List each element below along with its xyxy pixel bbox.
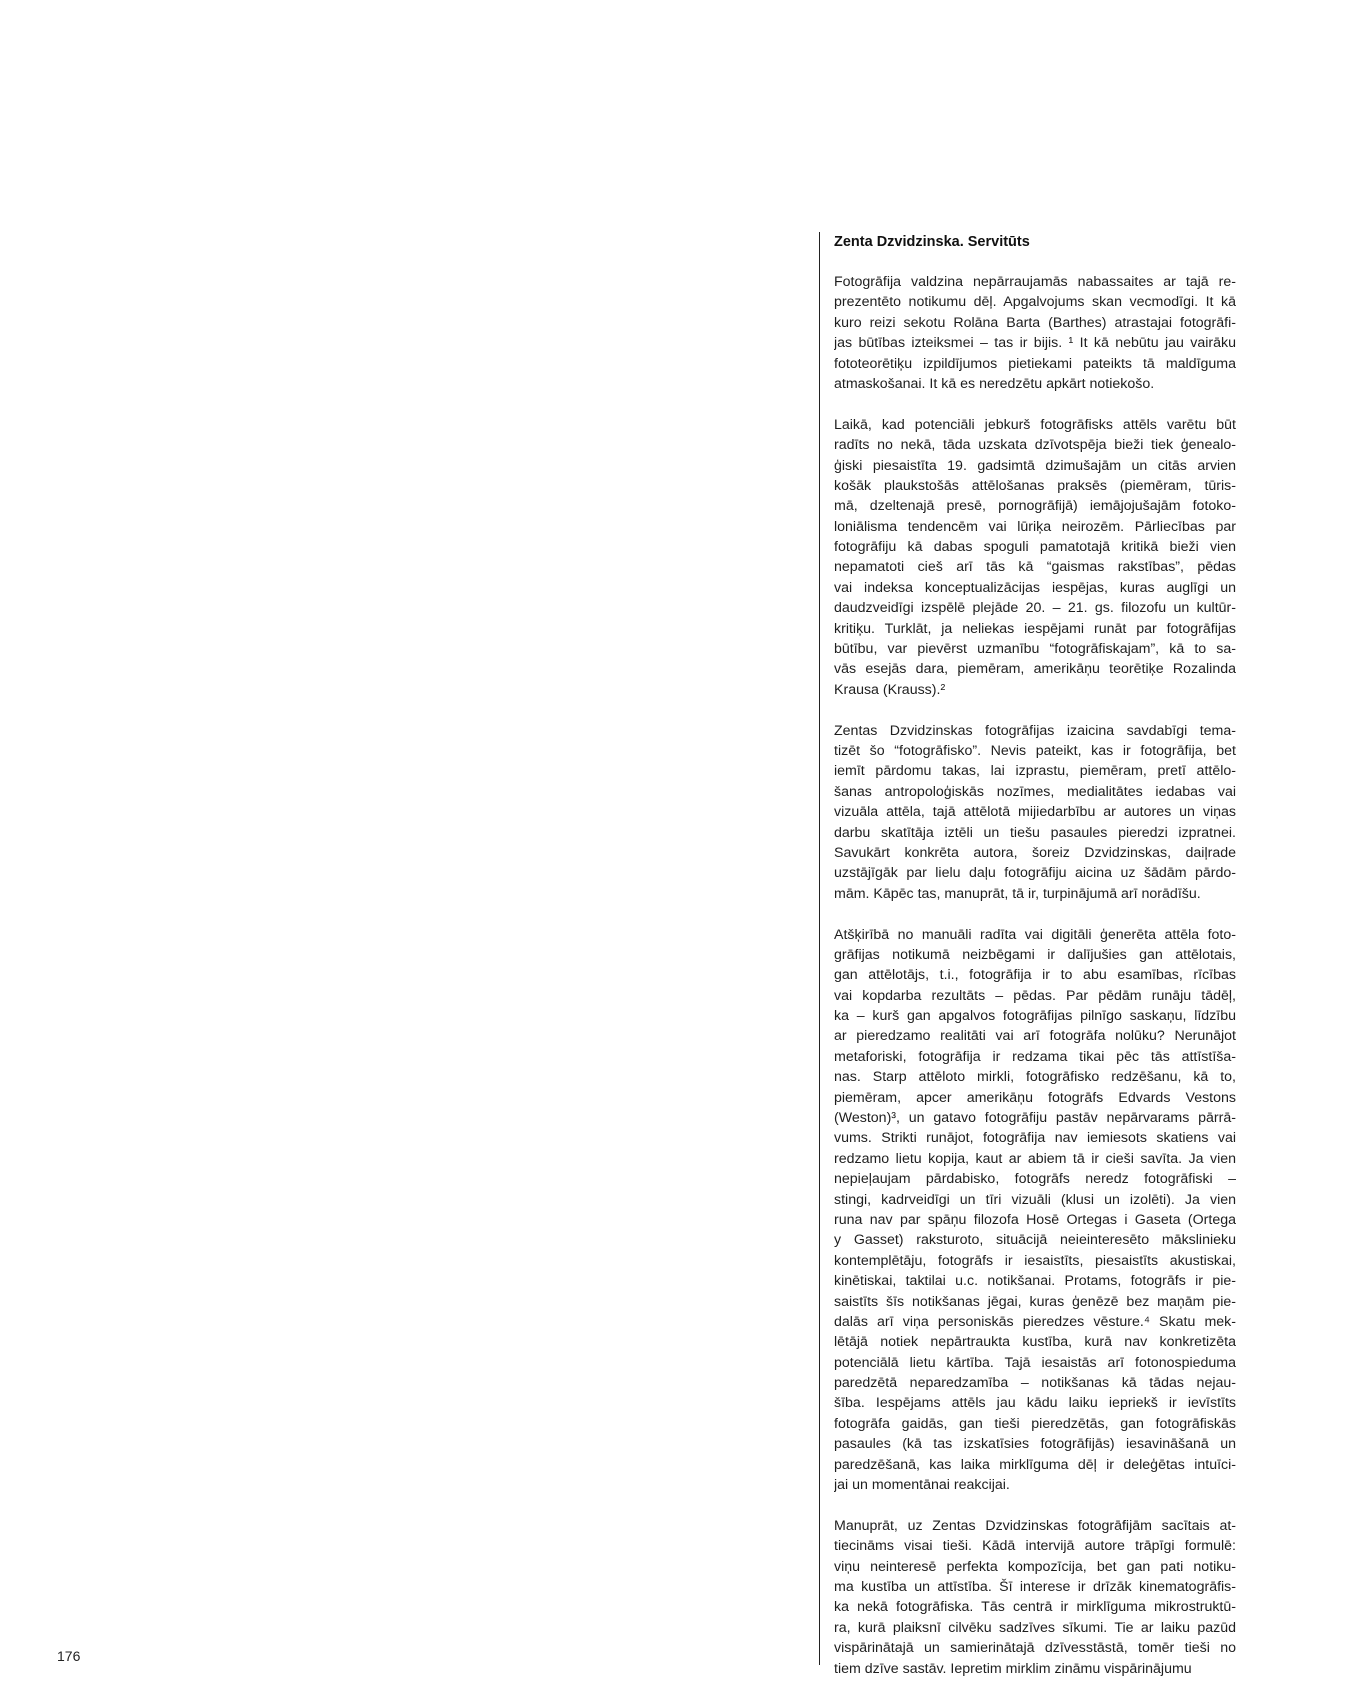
text-line: runa nav par spāņu filozofa Hosē Ortegas i Gaseta (Ortega [834, 1211, 1236, 1228]
text-line: tiem dzīve sastāv. Iepretim mirklim zināmu vispārinājumu [834, 1660, 1192, 1677]
paragraph [834, 925, 1236, 1496]
text-line: stingi, kadrveidīgi un tīri vizuāli (klusi un izolēti). Ja vien [834, 1191, 1236, 1208]
text-line: saistīts šīs notikšanas jēgai, kuras ģenēzē bez maņām pie- [834, 1293, 1236, 1310]
article-body [834, 272, 1236, 1679]
text-line: darbu skatītāja iztēli un tiešu pasaules pieredzi izpratnei. [834, 824, 1236, 841]
article-title: Zenta Dzvidzinska. Servitūts [834, 234, 1030, 250]
text-line: kontemplētāju, fotogrāfs ir iesaistīts, piesaistīts akustiskai, [834, 1252, 1236, 1269]
text-line: mām. Kāpēc tas, manuprāt, tā ir, turpinājumā arī norādīšu. [834, 885, 1201, 902]
text-line: Atšķirībā no manuāli radīta vai digitāli ģenerēta attēla foto- [834, 926, 1236, 943]
text-line: viņu neinteresē perfekta kompozīcija, bet gan pati notiku- [834, 1558, 1236, 1575]
text-line: tizēt šo “fotogrāfisko”. Nevis pateikt, kas ir fotogrāfija, bet [834, 742, 1236, 759]
text-line: paredzētā neparedzamība – notikšanas kā tādas nejau- [834, 1375, 1236, 1392]
text-line: daudzveidīgi izspēlē plejāde 20. – 21. gs. filozofu un kultūr- [834, 600, 1236, 617]
text-line: uzstājīgāk par lielu daļu fotogrāfiju aicina uz šādām pārdo- [834, 865, 1236, 882]
text-line: fototeorētiķu izpildījumos pietiekami pateikts tā maldīguma [834, 355, 1236, 372]
paragraph [834, 272, 1236, 394]
article-column [834, 232, 1236, 1699]
text-line: y Gasset) raksturoto, situācijā neieinteresēto mākslinieku [834, 1232, 1236, 1249]
paragraph [834, 1516, 1236, 1679]
text-line: Laikā, kad potenciāli jebkurš fotogrāfisks attēls varētu būt [834, 416, 1236, 433]
text-line: ka – kurš gan apgalvos fotogrāfijas pilnīgo saskaņu, līdzību [834, 1008, 1236, 1025]
text-line: ra, kurā plaiksnī cilvēku sadzīves sīkumi. Tie ar laiku pazūd [834, 1619, 1236, 1636]
text-line: vizuāla attēla, tajā attēlotā mijiedarbību ar autores un viņas [834, 804, 1236, 821]
text-line: Zentas Dzvidzinskas fotogrāfijas izaicina savdabīgi tema- [834, 722, 1236, 739]
text-line: vispārinātajā un samierinātajā dzīvesstāstā, tomēr tieši no [834, 1640, 1236, 1657]
text-line: gan attēlotājs, t.i., fotogrāfija ir to abu esamības, rīcības [834, 967, 1236, 984]
text-line: dalās arī viņa personiskās pieredzes vēsture.⁴ Skatu mek- [834, 1313, 1236, 1330]
text-line: nas. Starp attēloto mirkli, fotogrāfisko redzēšanu, kā to, [834, 1069, 1236, 1086]
text-line: nepamatoti cieš arī tās kā “gaismas rakstības”, pēdas [834, 559, 1236, 576]
text-line: jas būtības izteiksmei – tas ir bijis. ¹ It kā nebūtu jau vairāku [834, 335, 1236, 352]
text-line: atmaskošanai. It kā es neredzētu apkārt notiekošo. [834, 375, 1155, 392]
text-line: jai un momentānai reakcijai. [834, 1477, 1010, 1494]
text-line: radīts no nekā, tāda uzskata dzīvotspēja bieži tiek ģenealo- [834, 437, 1236, 454]
text-line: fotogrāfa gaidās, gan tieši pieredzētās, gan fotogrāfiskās [834, 1415, 1236, 1432]
text-line: košāk plaukstošās attēlošanas praksēs (piemēram, tūris- [834, 477, 1236, 494]
text-line: piemēram, apcer amerikāņu fotogrāfs Edvards Vestons [834, 1089, 1236, 1106]
text-line: vai kopdarba rezultāts – pēdas. Par pēdām runāju tādēļ, [834, 987, 1236, 1004]
text-line: prezentēto notikumu dēļ. Apgalvojums skan vecmodīgi. It kā [834, 294, 1236, 311]
text-line: kinētiskai, taktilai u.c. notikšanai. Protams, fotogrāfs ir pie- [834, 1273, 1236, 1290]
text-line: lētājā notiek nepārtraukta kustība, kurā nav konkretizēta [834, 1334, 1236, 1351]
paragraph [834, 721, 1236, 905]
text-line: vai indeksa konceptualizācijas iespējas, kuras auglīgi un [834, 579, 1236, 596]
text-line: šanas antropoloģiskās nozīmes, medialitātes iedabas vai [834, 783, 1236, 800]
paragraph [834, 415, 1236, 700]
column-rule [819, 232, 820, 1665]
text-line: kuro reizi sekotu Rolāna Barta (Barthes) atrastajai fotogrāfi- [834, 314, 1236, 331]
text-line: mā, dzeltenajā presē, pornogrāfijā) iemājojušajām fotoko- [834, 498, 1236, 515]
text-line: vās esejās dara, piemēram, amerikāņu teorētiķe Rozalinda [834, 661, 1236, 678]
text-line: paredzēšanā, kas laika mirklīguma dēļ ir deleģētas intuīci- [834, 1456, 1236, 1473]
text-line: fotogrāfiju kā dabas spoguli pamatotajā kritikā bieži vien [834, 539, 1236, 556]
text-line: grāfijas notikumā neizbēgami ir dalījušies gan attēlotais, [834, 946, 1236, 963]
text-line: metaforiski, fotogrāfija ir redzama tikai pēc tās attīstīša- [834, 1048, 1236, 1065]
text-line: Manuprāt, uz Zentas Dzvidzinskas fotogrāfijām sacītais at- [834, 1517, 1236, 1534]
text-line: kritiķu. Turklāt, ja neliekas iespējami runāt par fotogrāfijas [834, 620, 1236, 637]
text-line: šība. Iespējams attēls jau kādu laiku iepriekš ir ievīstīts [834, 1395, 1236, 1412]
text-line: Savukārt konkrēta autora, šoreiz Dzvidzinskas, daiļrade [834, 844, 1236, 861]
text-line: ģiski piesaistīta 19. gadsimtā dzimušajām un citās arvien [834, 457, 1236, 474]
text-line: redzamo lietu kopija, kaut ar abiem tā ir cieši savīta. Ja vien [834, 1150, 1236, 1167]
text-line: Krausa (Krauss).² [834, 681, 946, 698]
text-line: vums. Strikti runājot, fotogrāfija nav iemiesots skatiens vai [834, 1130, 1236, 1147]
text-line: būtību, var pievērst uzmanību “fotogrāfiskajam”, kā to sa- [834, 641, 1236, 658]
text-line: ar pieredzamo realitāti vai arī fotogrāfa nolūku? Nerunājot [834, 1028, 1236, 1045]
text-line: (Weston)³, un gatavo fotogrāfiju pastāv nepārvarams pārrā- [834, 1110, 1236, 1127]
text-line: nepieļaujam pārdabisko, fotogrāfs neredz fotogrāfiski – [834, 1171, 1236, 1188]
text-line: iemīt pārdomu takas, lai izprastu, piemēram, pretī attēlo- [834, 763, 1236, 780]
text-line: Fotogrāfija valdzina nepārraujamās nabassaites ar tajā re- [834, 274, 1236, 290]
page-number: 176 [57, 1648, 81, 1664]
text-line: tiecināms visai tieši. Kādā intervijā autore trāpīgi formulē: [834, 1538, 1236, 1555]
text-line: pasaules (kā tas izskatīsies fotogrāfijās) iesavināšanā un [834, 1436, 1236, 1453]
text-line: loniālisma tendencēm vai lūriķa neirozēm. Pārliecības par [834, 518, 1236, 535]
text-line: potenciālā lietu kārtība. Tajā iesaistās arī fotonospieduma [834, 1354, 1236, 1371]
text-line: ma kustība un attīstība. Šī interese ir drīzāk kinematogrāfis- [834, 1579, 1236, 1595]
text-line: ka nekā fotogrāfiska. Tās centrā ir mirklīguma mikrostruktū- [834, 1599, 1236, 1616]
